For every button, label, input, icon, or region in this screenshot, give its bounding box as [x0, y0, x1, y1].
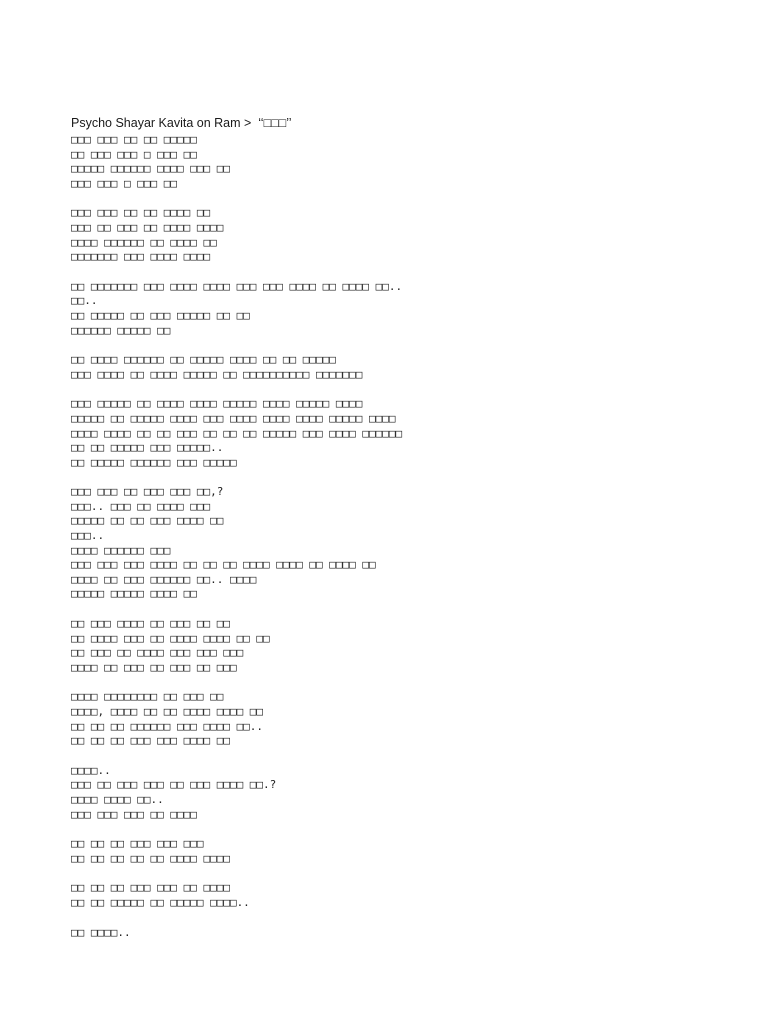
- poem-line: □□□□□ □□□□□□ □□□□ □□□ □□: [71, 162, 230, 176]
- poem-line: □□□□ □□□□□□ □□ □□□□ □□: [71, 235, 217, 249]
- poem-stanza: [71, 764, 731, 822]
- poem-line: □□ □□ □□□□□ □□ □□□□□ □□□□..: [71, 895, 250, 909]
- poem-line: □□ □□□□□□□ □□□ □□□□ □□□□ □□□ □□□ □□□□ □□ □□□□ □□..: [71, 279, 403, 293]
- poem-stanza: [71, 133, 731, 191]
- poem-line: □□ □□□□□ □□□□□□ □□□ □□□□□: [71, 455, 237, 469]
- poem-line: □□ □□ □□ □□□□□□ □□□ □□□□ □□..: [71, 719, 264, 733]
- poem-line: □□□□ □□□□ □□ □□ □□□ □□ □□ □□ □□□□□ □□□ □□□□ □□□□□□: [71, 426, 403, 440]
- poem-line: □□□□ □□□□□□□□ □□ □□□ □□: [71, 690, 224, 704]
- poem-line: □□□□□□□ □□□ □□□□ □□□□: [71, 250, 211, 264]
- poem-line: □□□□..: [71, 763, 111, 777]
- poem-line: □□□ □□□□□ □□ □□□□ □□□□ □□□□□ □□□□ □□□□□ □□□□: [71, 397, 363, 411]
- poem-line: □□ □□ □□ □□ □□ □□□□ □□□□: [71, 851, 230, 865]
- poem-stanza: [71, 881, 731, 910]
- poem-line: □□□□□□ □□□□□ □□: [71, 323, 171, 337]
- poem-line: □□ □□ □□ □□□ □□□ □□ □□□□: [71, 881, 230, 895]
- poem-line: □□ □□□□..: [71, 925, 131, 939]
- poem-line: □□□□□ □□ □□□□□ □□□□ □□□ □□□□ □□□□ □□□□ □□□□□ □□□□: [71, 411, 396, 425]
- poem-stanza: [71, 353, 731, 382]
- poem-line: □□□ □□□ □□□ □□ □□□□: [71, 807, 197, 821]
- poem-stanza: [71, 926, 731, 941]
- poem-line: □□ □□ □□ □□□ □□□ □□□: [71, 837, 204, 851]
- poem-line: □□□□ □□ □□□ □□□□□□ □□.. □□□□: [71, 572, 257, 586]
- poem-line: □□ □□□ □□ □□□□ □□□ □□□ □□□: [71, 646, 244, 660]
- poem-line: □□ □□ □□ □□□ □□□ □□□□ □□: [71, 734, 230, 748]
- poem-stanzas: [71, 133, 731, 940]
- poem-line: □□□□□ □□□□□ □□□□ □□: [71, 587, 197, 601]
- poem-line: □□□ □□□ □ □□□ □□: [71, 176, 177, 190]
- poem-line: □□ □□ □□□□□ □□□ □□□□□..: [71, 441, 224, 455]
- poem-stanza: [71, 206, 731, 264]
- poem-line: □□□ □□□□ □□ □□□□ □□□□□ □□ □□□□□□□□□□ □□□□□□□: [71, 367, 363, 381]
- poem-line: □□□□ □□□□ □□..: [71, 792, 164, 806]
- poem-line: □□□□ □□□□□□ □□□: [71, 543, 171, 557]
- poem-stanza: [71, 485, 731, 602]
- poem-line: □□ □□□□ □□□□□□ □□ □□□□□ □□□□ □□ □□ □□□□□: [71, 353, 336, 367]
- poem-line: □□..: [71, 294, 98, 308]
- poem-line: □□□ □□□ □□□ □□□□ □□ □□ □□ □□□□ □□□□ □□ □□□□ □□: [71, 558, 376, 572]
- poem-line: □□□□□ □□ □□ □□□ □□□□ □□: [71, 514, 224, 528]
- poem-line: □□ □□□□ □□□ □□ □□□□ □□□□ □□ □□: [71, 631, 270, 645]
- poem-stanza: [71, 690, 731, 748]
- poem-line: □□□□, □□□□ □□ □□ □□□□ □□□□ □□: [71, 705, 264, 718]
- poem-line: □□□..: [71, 529, 105, 543]
- poem-line: □□□ □□□ □□ □□ □□□□□: [71, 133, 197, 146]
- poem-stanza: [71, 837, 731, 866]
- poem-stanza: [71, 397, 731, 470]
- poem-line: □□ □□□□□ □□ □□□ □□□□□ □□ □□: [71, 308, 250, 322]
- document-title: Psycho Shayar Kavita on Ram > ‘‘□□□’’: [71, 116, 292, 130]
- poem-line: □□□ □□ □□□ □□□ □□ □□□ □□□□ □□.?: [71, 778, 277, 792]
- poem-line: □□ □□□ □□□ □ □□□ □□: [71, 147, 197, 161]
- poem-stanza: [71, 280, 731, 338]
- poem-stanza: [71, 617, 731, 675]
- poem-line: □□□ □□ □□□ □□ □□□□ □□□□: [71, 220, 224, 234]
- poem-line: □□□.. □□□ □□ □□□□ □□□: [71, 499, 211, 513]
- poem-line: □□□ □□□ □□ □□ □□□□ □□: [71, 206, 211, 220]
- poem-line: □□□□ □□ □□□ □□ □□□ □□ □□□: [71, 660, 237, 674]
- poem-line: □□ □□□ □□□□ □□ □□□ □□ □□: [71, 617, 230, 631]
- document-body: [71, 115, 731, 955]
- poem-line: □□□ □□□ □□ □□□ □□□ □□,?: [71, 485, 224, 499]
